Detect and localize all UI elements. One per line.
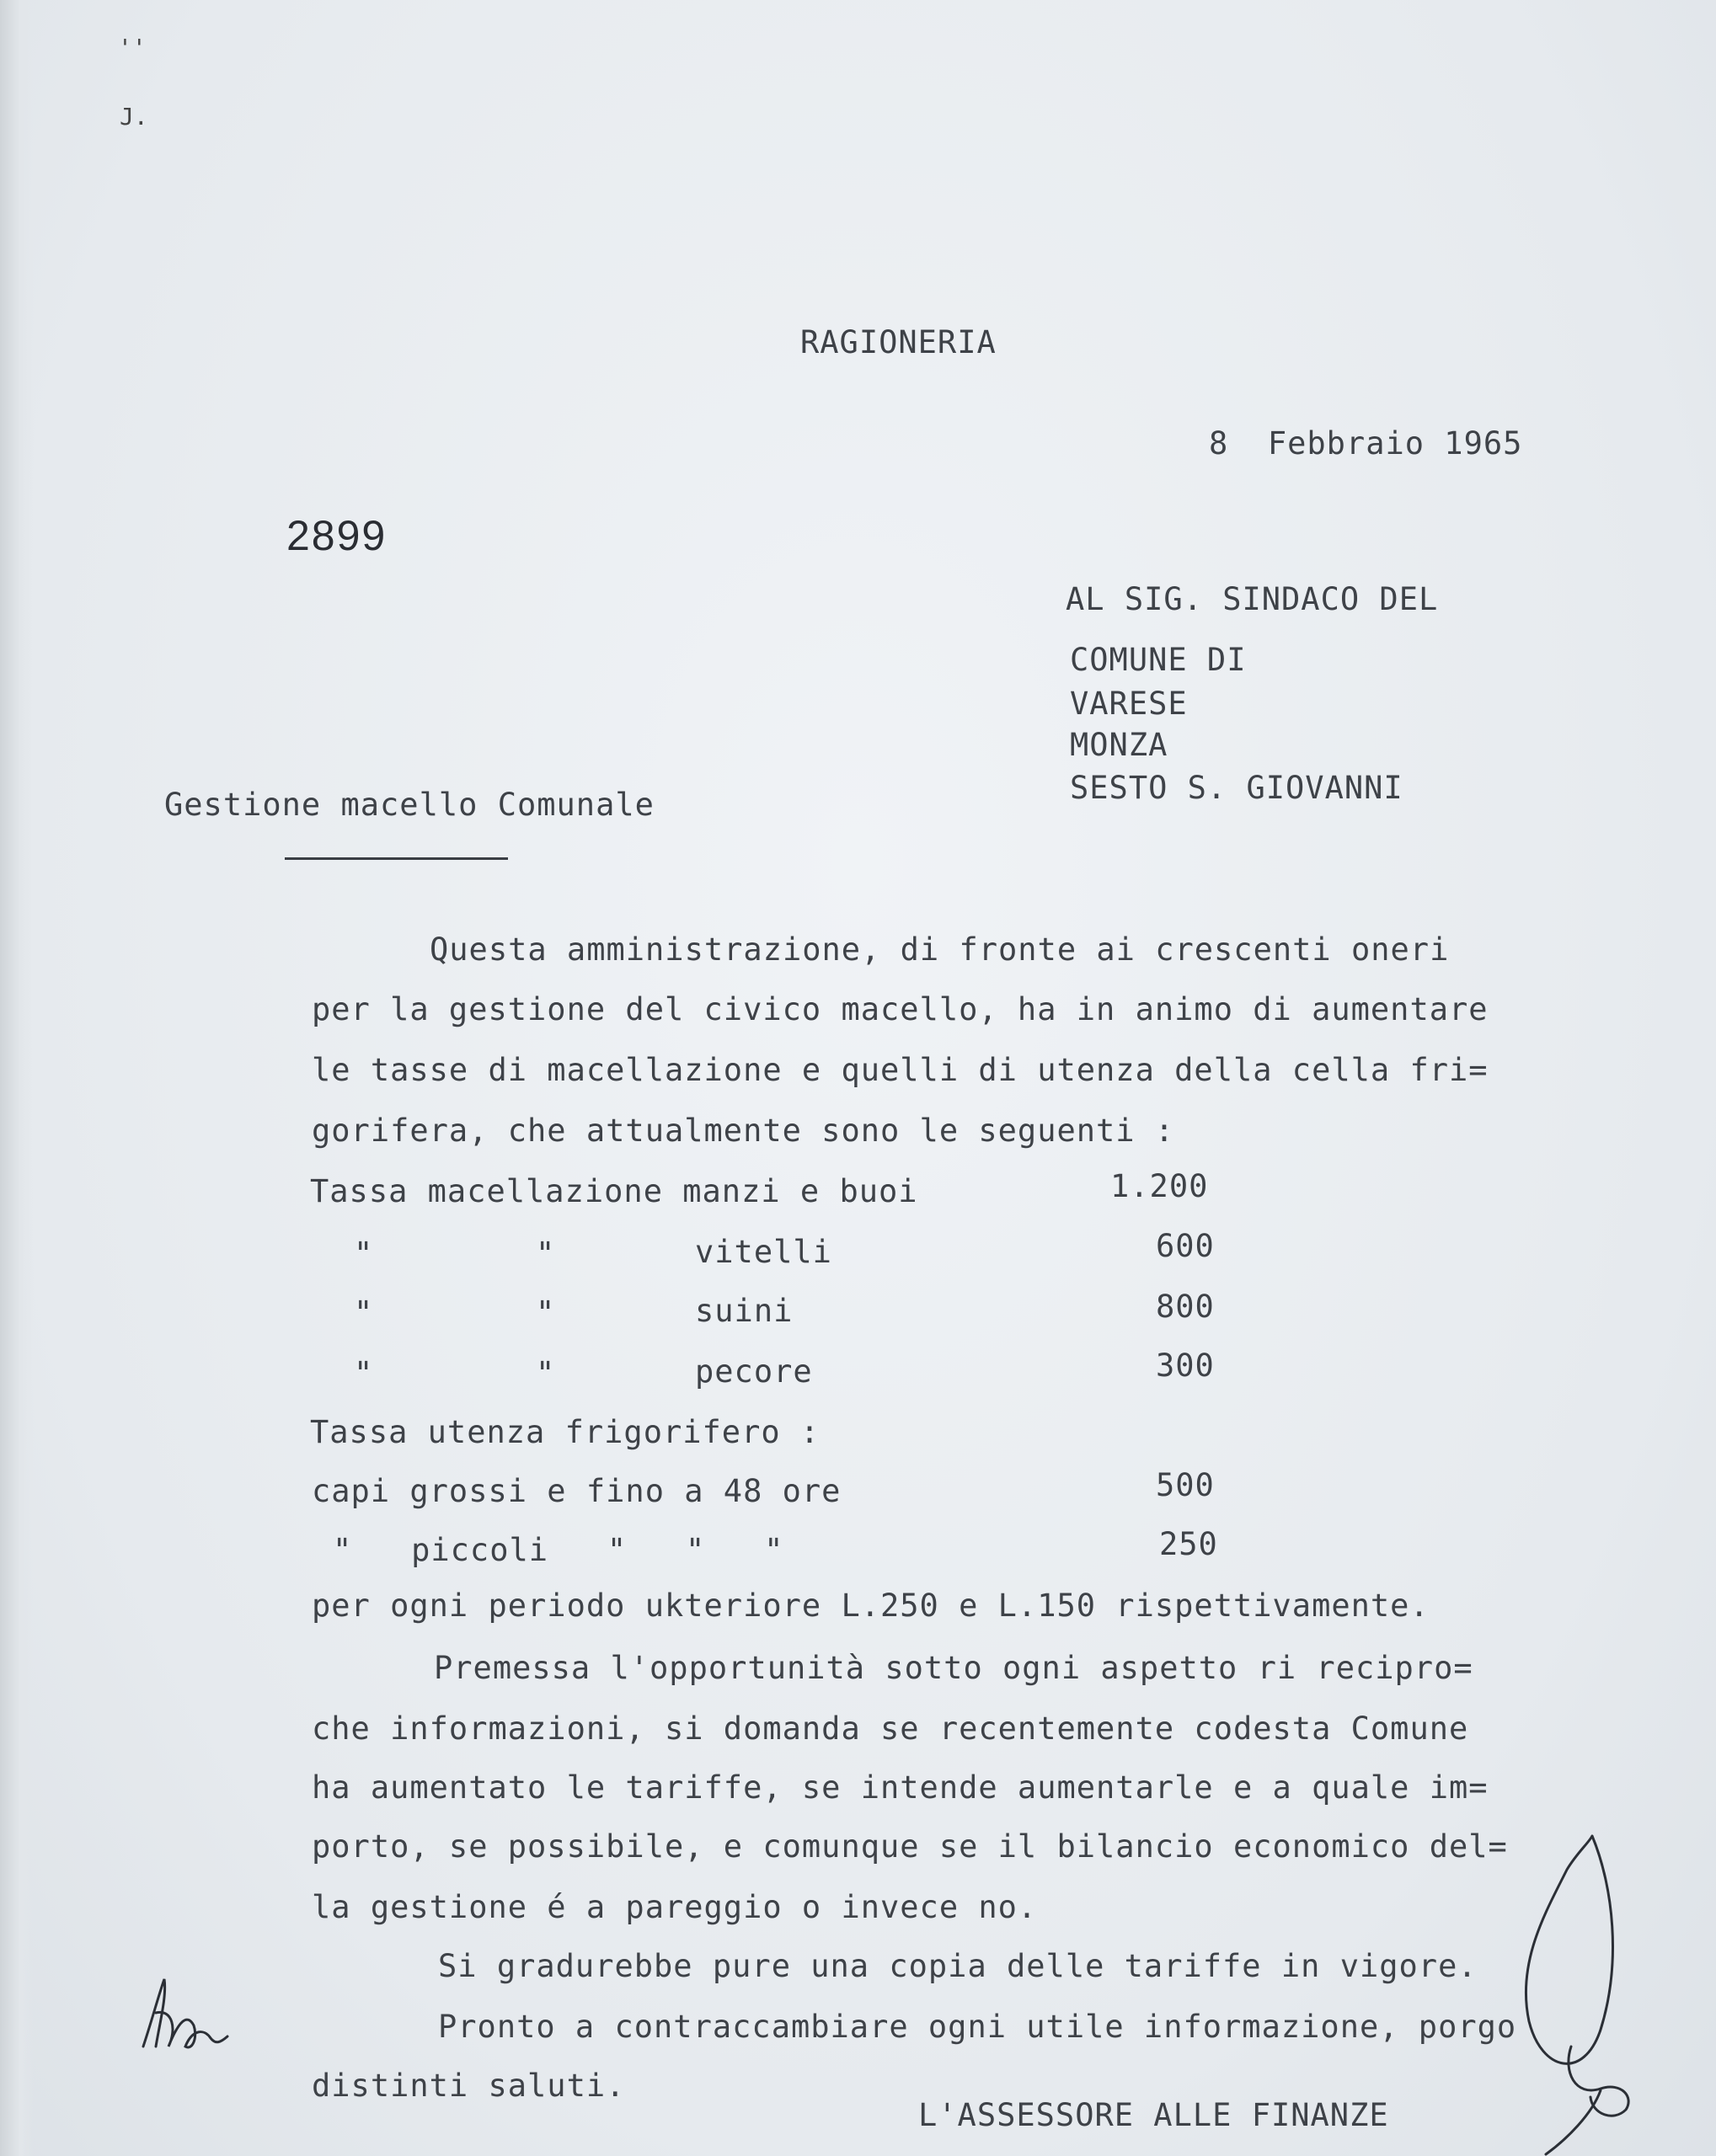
tariff-row-4-label: pecore: [695, 1353, 813, 1390]
recipient-line-1: AL SIG. SINDACO DEL: [1066, 581, 1439, 617]
signature-title: L'ASSESSORE ALLE FINANZE: [918, 2097, 1389, 2133]
recipient-line-5: SESTO S. GIOVANNI: [1070, 770, 1403, 806]
recipient-line-3: VARESE: [1070, 686, 1188, 722]
fridge-row-1-value: 500: [1156, 1467, 1215, 1503]
tariff-row-1-value: 1.200: [1110, 1168, 1209, 1204]
tariff-row-2-label: vitelli: [695, 1234, 832, 1270]
body-p1-line-1: Questa amministrazione, di fronte ai crescenti oneri: [430, 931, 1450, 968]
recipient-line-2: COMUNE DI: [1070, 642, 1247, 678]
subject-underline: [285, 857, 508, 860]
margin-mark-top: '': [118, 34, 147, 61]
body-p4-line-2: distinti saluti.: [312, 2068, 626, 2104]
paper-edge-shadow: [0, 0, 34, 2156]
department-heading: RAGIONERIA: [800, 324, 997, 360]
tariff-row-2-ditto-2: ": [536, 1235, 556, 1272]
body-p2-line-5: la gestione é a pareggio o invece no.: [312, 1889, 1038, 1925]
document-date: 8 Febbraio 1965: [1209, 425, 1523, 462]
protocol-number: 2899: [286, 512, 388, 559]
margin-mark-left: J.: [120, 103, 148, 131]
body-p1-line-3: le tasse di macellazione e quelli di utenza della cella fri=: [312, 1052, 1489, 1088]
tariff-row-4-ditto-1: ": [354, 1355, 374, 1391]
subject-line: Gestione macello Comunale: [164, 787, 655, 823]
tariff-row-3-value: 800: [1156, 1289, 1215, 1325]
tariff-row-3-ditto-1: ": [354, 1294, 374, 1331]
tariff-row-1-label: Tassa macellazione manzi e buoi: [310, 1173, 918, 1209]
body-p2-line-4: porto, se possibile, e comunque se il bilancio economico del=: [312, 1828, 1508, 1865]
handwritten-initials: [126, 1962, 253, 2063]
tariff-row-4-value: 300: [1156, 1348, 1215, 1384]
tariff-row-2-value: 600: [1156, 1228, 1215, 1264]
body-p2-line-1: Premessa l'opportunità sotto ogni aspetto ri recipro=: [434, 1650, 1473, 1686]
body-p1-line-4: gorifera, che attualmente sono le seguenti :: [312, 1113, 1175, 1149]
recipient-line-4: MONZA: [1070, 727, 1168, 763]
handwritten-signature: [1466, 1819, 1651, 2156]
fridge-note: per ogni periodo ukteriore L.250 e L.150 rispettivamente.: [312, 1588, 1430, 1624]
fridge-row-1-label: capi grossi e fino a 48 ore: [312, 1473, 842, 1509]
body-p2-line-2: che informazioni, si domanda se recentemente codesta Comune: [312, 1710, 1469, 1747]
tariff-row-3-label: suini: [695, 1293, 794, 1329]
fridge-row-2-label: " piccoli " " ": [333, 1532, 784, 1568]
tariff-row-3-ditto-2: ": [536, 1294, 556, 1331]
fridge-heading: Tassa utenza frigorifero :: [310, 1414, 821, 1450]
tariff-row-2-ditto-1: ": [354, 1235, 374, 1272]
body-p1-line-2: per la gestione del civico macello, ha in animo di aumentare: [312, 991, 1489, 1027]
tariff-row-4-ditto-2: ": [536, 1355, 556, 1391]
body-p2-line-3: ha aumentato le tariffe, se intende aumentarle e a quale im=: [312, 1769, 1489, 1806]
fridge-row-2-value: 250: [1159, 1526, 1218, 1562]
body-p4-line-1: Pronto a contraccambiare ogni utile informazione, porgo: [438, 2009, 1517, 2045]
body-p3: Si gradurebbe pure una copia delle tariffe in vigore.: [438, 1948, 1478, 1984]
